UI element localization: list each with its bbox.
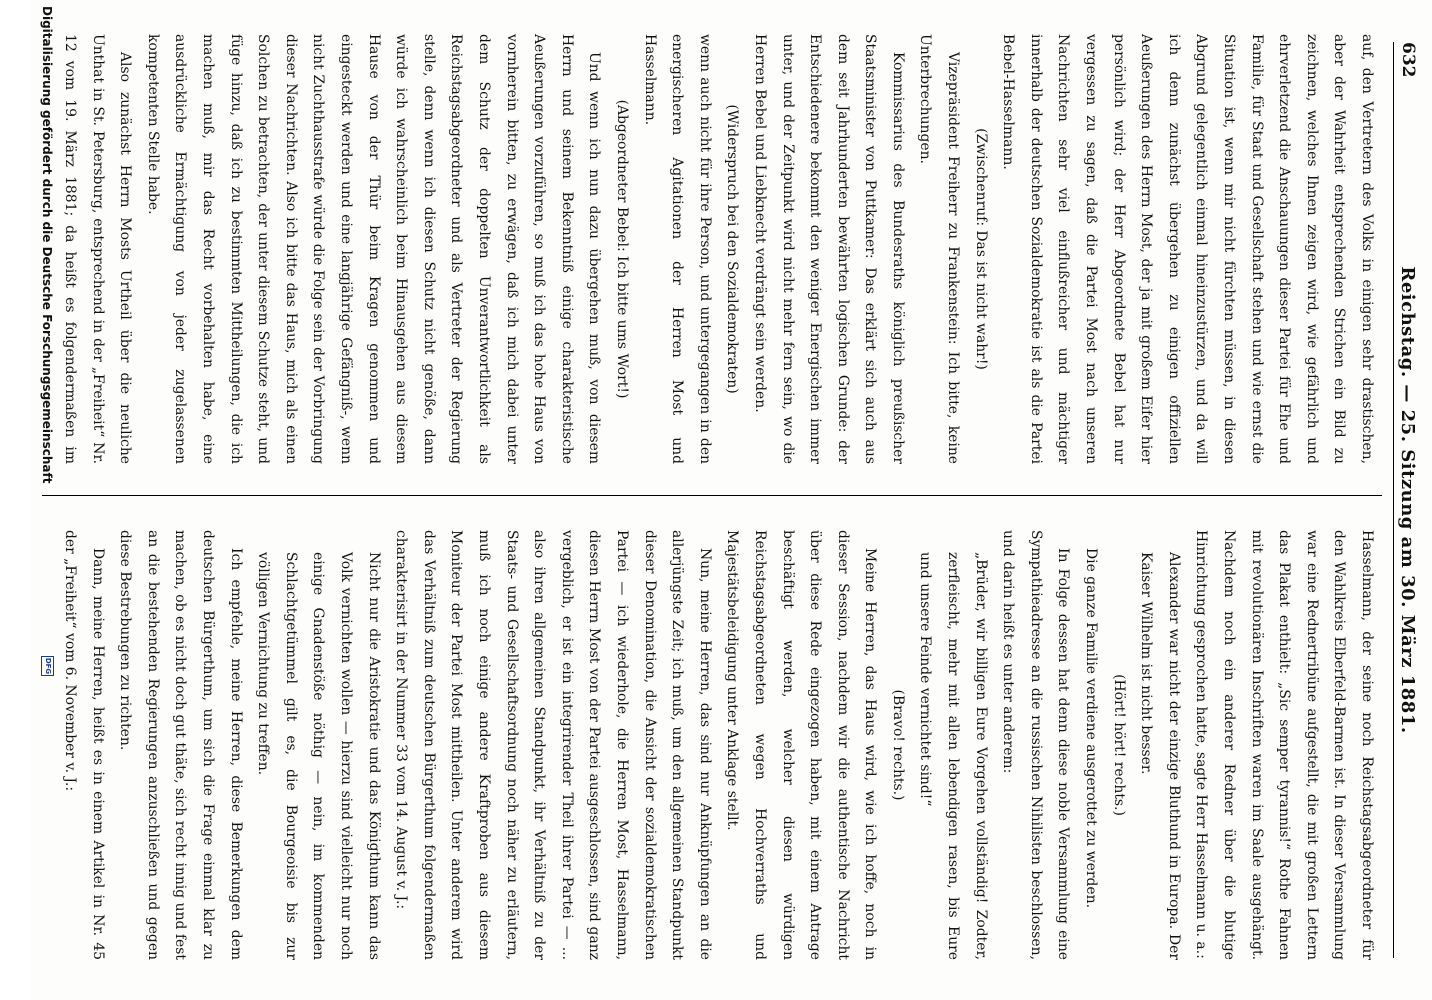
paragraph: wenn auch nicht für ihre Person, und untergegangen in den energischeren Agitationen der Herren Most und Hasselmann.	[641, 34, 713, 464]
interjection: (Widerspruch bei den Sozialdemokraten)	[724, 104, 741, 394]
interjection: (Zwischenruf: Das ist nicht wahr!)	[972, 128, 989, 370]
dfg-logo-icon: DFG	[41, 656, 54, 676]
column-divider	[42, 495, 1382, 496]
digitization-footer	[34, 6, 58, 996]
quotation: Alexander war nicht der einzige Bluthund in Europa. Der Kaiser Wilhelm ist nicht besser.	[1138, 552, 1182, 960]
right-column	[60, 530, 1380, 960]
rotated-document-page	[30, 0, 1432, 1000]
paragraph: auf, den Vertretern des Volks in einigen sehr drastischen, aber der Wahrheit entsprechenden Strichen ein Bild zu zeichnen, welches Ihnen zeigen wird, wie gefährlich und ehrverletzend die Anschauungen dieser Partei für Ehe und Familie, für Staat und Gesellschaft stehen und wie ernst die Situation ist, wenn mir nicht fürchten müssen, in diesen Abgrund gelegentlich einmal hineinzustürzen, und da will ich denn zunächst übergehen zu einigen offiziellen Aeußerungen des Herrn Most, der ja mit großem Eifer hier persönlich wird; der Herr Abgeordnete Bebel hat nur vergessen zu sagen, daß die Partei Most nach unseren Nachrichten sehr viel einflußreicher und mächtiger innerhalb der deutschen Sozialdemokratie ist als die Partei Bebel-Hasselmann.	[1000, 34, 1375, 464]
paragraph: Hasselmann, der seine noch Reichstagsabgeordneter für den Wahlkreis Elberfeld-Barmen ist. In dieser Versammlung war eine Rednertribüne aufgestellt, die mit großen Lettern das Plakat enthielt: „Sic semper tyrannis!“ Rothe Fahnen mit revolutionären Inschriften waren im Saale ausgehängt. Nachdem noch ein anderer Redner über die blutige Hinrichtung gesprochen hatte, sagte Herr Hasselmann u. a.:	[1193, 530, 1375, 960]
page-title: Reichstag. — 25. Sitzung am 30. März 1881.	[1397, 266, 1418, 734]
interjection: (Bravo! rechts.)	[889, 689, 906, 801]
paragraph: Die ganze Familie verdiene ausgerottet zu werden.	[1083, 548, 1100, 909]
paragraph: Meine Herren, das Haus wird, wie ich hoffe, noch in dieser Session, nachdem wir die authentische Nachricht über diese Rede eingezogen haben, mit einem Antrage beschäftigt werden, welcher diesen würdigen Reichstagsabgeordneten wegen Hochverraths und Majestätsbeleidigung unter Anklage stellt.	[724, 530, 879, 960]
paragraph: Ich empfehle, meine Herren, diese Bemerkungen dem deutschen Bürgerthum, um sich die Frage einmal klar zu machen, ob es nicht doch gut thäte, sich recht innig und fest an die bestehenden Regierungen anzuschließen und gegen diese Bestrebungen zu richten.	[117, 530, 244, 960]
quotation: „Brüder, wir billigen Eure Vorgehen vollständig! Zodter, zerfleischt, mehr mit allen lebendigen rasen, bis Eure und unsere Feinde vernichtet sind!“	[917, 552, 989, 960]
page-header	[1393, 42, 1424, 958]
left-column	[60, 34, 1380, 464]
paragraph: Kommissarius des Bundesraths königlich preußischer Staatsminister von Puttkamer: Das erklärt sich auch aus dem seit Jahrhunderten bewährten logischen Grunde: der Entschiedenere bekommt den weniger Energischen immer unter, und der Zeitpunkt wird nicht mehr fern sein, wo die Herren Bebel und Liebknecht verdrängt sein werden.	[751, 34, 906, 464]
interjection: (Hört! hört! rechts.)	[1110, 674, 1127, 816]
paragraph: In Folge dessen hat denn diese noble Versammlung eine Sympathieadresse an die russischen Nihilisten beschlossen, und darin heißt es unter anderem:	[1000, 530, 1072, 960]
page-number: 632	[1398, 42, 1418, 78]
paragraph: Dann, meine Herren, heißt es in einem Artikel in Nr. 45 der „Freiheit“ vom 6. November v. J.:	[62, 530, 106, 960]
paragraph: Also zunächst Herrn Mosts Urtheil über die neuliche Unthat in St. Petersburg, entsprechend in der „Freiheit“ Nr. 12 vom 19. März 1881; da heißt es folgendermaßen im	[62, 34, 134, 464]
paragraph: Nun, meine Herren, das sind nur Anknüpfungen an die allerjüngste Zeit; ich muß, um den allgemeinen Standpunkt dieser Denomination, die Ansicht der sozialdemokratischen Partei — ich wiederhole, die Herren Most, Hasselmann, diesen Herrn Most von der Partei ausgeschlossen, sind ganz vergeblich, er ist ein integrirender Theil ihrer Partei — ... also ihren allgemeinen Standpunkt, ihr Verhältniß zu der Staats- und Gesellschaftsordnung noch näher zu erläutern, muß ich noch einige andere Kraftproben aus diesem Moniteur der Partei Most mittheilen. Unter anderem wird das Verhältniß zum deutschen Bürgerthum folgendermaßen charakterisirt in der Nummer 33 vom 14. August v. J.:	[393, 530, 713, 960]
paragraph: Und wenn ich nun dazu übergehen muß, von diesem Herrn und seinem Bekenntniß einige charakteristische Aeußerungen vorzuführen, so muß ich das hohe Haus von vornherein bitten, zu erwägen, daß ich mich dabei unter dem Schutz der doppelten Unverantwortlichkeit als Reichstagsabgeordneter und als Vertreter der Regierung stelle, denn wenn ich diesen Schutz nicht genöße, dann würde ich wahrscheinlich beim Hinausgehen aus diesem Hause von der Thür beim Kragen genommen und eingesteckt werden und eine langjährige Gefängniß-, wenn nicht Zuchthausstrafe würde die Folge sein der Vorbringung dieser Nachrichten. Also ich bitte das Haus, mich als einen Solchen zu betrachten, der unter diesem Schutze steht, und füge hinzu, daß ich zu bestimmten Mittheilungen, die ich machen muß, mir das Recht vorbehalten habe, eine ausdrückliche Ermächtigung von jeder zugelassenen kompetenten Stelle habe.	[144, 34, 603, 464]
quotation: Nicht nur die Aristokratie und das Königthum kann das Volk vernichten wollen — hierzu sind vielleicht nur noch einige Gnadenstöße nöthig — nein, im kommenden Schlachtgetümmel gilt es, die Bourgeoisie bis zur völligen Vernichtung zu treffen.	[255, 552, 382, 960]
footer-credit: Digitalisierung gefördert durch die Deutsche Forschungsgemeinschaft	[40, 6, 54, 484]
paragraph: Vizepräsident Freiherr zu Frankenstein: Ich bitte, keine Unterbrechungen.	[917, 34, 962, 464]
interjection: (Abgeordneter Bebel: Ich bitte ums Wort!)	[613, 99, 630, 399]
